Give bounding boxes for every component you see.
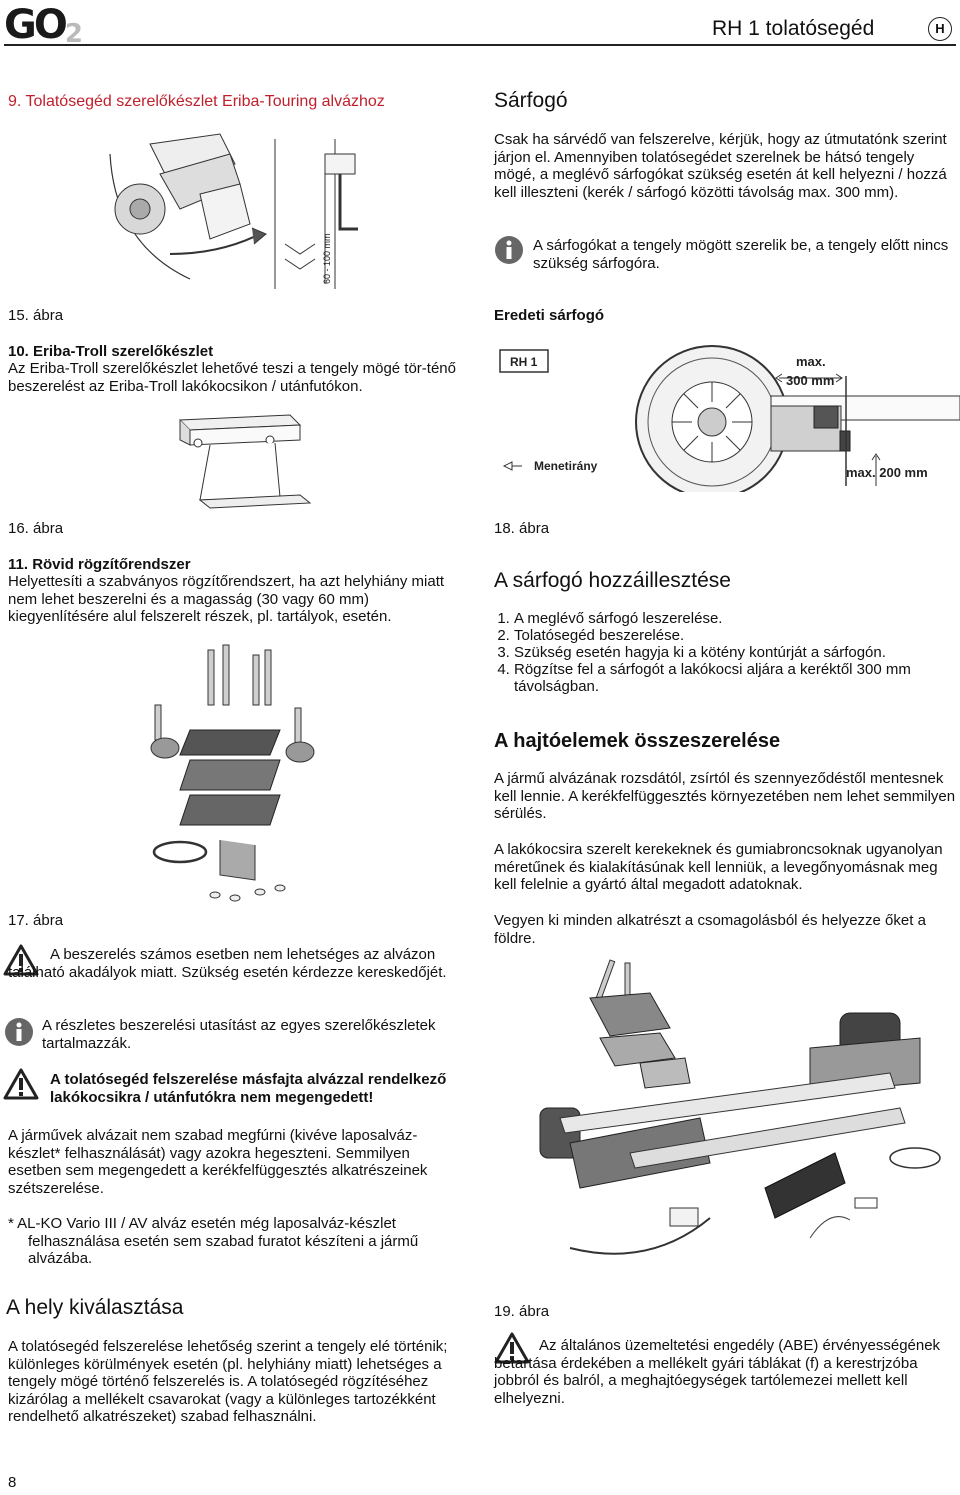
page-title: RH 1 tolatósegéd [712, 17, 875, 40]
warning-triangle-icon [3, 1068, 39, 1100]
section-place-text: A tolatósegéd felszerelése lehetőség szerint a tengely elé történik; különleges körülmények esetén (pl. helyhiány miatt) lehetséges a tengely mögé történő felszerelés is. A tolatósegéd rögzítéséhez kizárólag a mellékelt csavarokat (vagy a különleges tartozékként rendelhető alkatrészeket) szabad felhasználni. [8, 1338, 448, 1425]
header-rule [4, 44, 956, 46]
language-badge: H [928, 17, 952, 41]
figure-16-illustration [170, 405, 320, 515]
mudflap-info-text: A sárfogókat a tengely mögött szerelik be, a tengely előtt nincs szükség sárfogóra. [533, 237, 949, 272]
brand-logo: $GO_2$ [4, 2, 83, 49]
figure-19-caption: 19. ábra [494, 1303, 550, 1320]
info-detailed-instructions-text: A részletes beszerelési utasítást az egyes szerelőkészletek tartalmazzák. [42, 1017, 436, 1052]
info-icon [4, 1017, 34, 1047]
figure-15-dimension-label: 60 - 100 mm [322, 233, 332, 284]
mudflap-title: Sárfogó [494, 89, 568, 112]
figure-18-illustration [496, 336, 960, 492]
section-11-title: 11. Rövid rögzítőrendszer [8, 556, 191, 573]
section-10-text: Az Eriba-Troll szerelőkészlet lehetővé teszi a tengely mögé tör-ténő beszerelést az Eriba-Troll lakókocsikon / utánfutókon. [8, 360, 456, 395]
list-item: 3. Szükség esetén hagyja ki a kötény kontúrját a sárfogón. [514, 644, 960, 661]
warning-abe-text: Az általános üzemeltetési engedély (ABE) érvényességének betartása érdekében a mellékelt gyári táblákat (f) a kerestrjzóba jobbról és balról, a meghajtóegységek tartólemezei mellett kell elhelyezni. [494, 1337, 941, 1407]
figure-18-model-label: RH 1 [510, 355, 538, 369]
drive-paragraph-2: A lakókocsira szerelt kerekeknek és gumiabroncsoknak ugyanolyan méretűnek és kialakításúnak kell lenniük, a levegőnyomásnak meg kell felelnie a gyártó által megadott adatoknak. [494, 841, 943, 893]
figure-18-direction-label: Menetirány [534, 459, 598, 473]
mudflap-text: Csak ha sárvédő van felszerelve, kérjük, hogy az útmutatónk szerint járjon el. Amennyiben tolatósegédet szerelnek be hátsó tengely mögé, a meglévő sárfogókat szükség esetén át kell helyezni / hozzá kell illeszteni (kerék / sárfogó közötti távolság max. 300 mm). [494, 131, 947, 201]
list-item: 4. Rögzítse fel a sárfogót a lakókocsi aljára a keréktől 300 mm távolságban. [514, 661, 960, 695]
figure-17-caption: 17. ábra [8, 912, 64, 929]
figure-15-illustration [100, 124, 370, 294]
drive-paragraph-3: Vegyen ki minden alkatrészt a csomagolásból és helyezze őket a földre. [494, 912, 926, 947]
drive-assembly-title: A hajtóelemek összeszerelése [494, 730, 781, 752]
figure-18-caption: 18. ábra [494, 520, 550, 537]
footnote: * AL-KO Vario III / AV alváz esetén még laposalváz-készlet felhasználása esetén sem szabad furatot készíteni a jármű alvázába. [8, 1215, 419, 1267]
warning-not-possible-text: A beszerelés számos esetben nem lehetséges az alvázon található akadályok miatt. Szükség esetén kérdezze kereskedőjét. [8, 946, 447, 981]
figure-18-max300-line1: max. [796, 354, 826, 369]
figure-16-caption: 16. ábra [8, 520, 64, 537]
section-10-title: 10. Eriba-Troll szerelőkészlet [8, 343, 214, 360]
figure-18-max200-label: max. 200 mm [846, 465, 928, 480]
drive-paragraph-1: A jármű alvázának rozsdától, zsírtól és szennyeződéstől mentesnek kell lennie. A kerékfelfüggesztés környezetében nem lehet semmilyen sérülés. [494, 770, 956, 822]
warning-other-chassis-text: A tolatósegéd felszerelése másfajta alvázzal rendelkező lakókocsikra / utánfutókra nem megengedett! [50, 1071, 447, 1106]
figure-18-max300-line2: 300 mm [786, 373, 835, 388]
figure-17-illustration [140, 640, 340, 905]
original-mudflap-title: Eredeti sárfogó [494, 307, 605, 324]
page-number: 8 [8, 1474, 17, 1491]
figure-19-illustration [510, 958, 960, 1276]
drilling-paragraph: A járművek alvázait nem szabad megfúrni (kivéve laposalváz-készlet* felhasználását) vagy azokra hegeszteni. Semmilyen esetben sem megengedett a kerékfelfüggesztés alkatrészeinek szétszerelése. [8, 1127, 428, 1197]
adjust-steps-list [494, 610, 960, 695]
list-item: 1. A meglévő sárfogó leszerelése. [514, 610, 960, 627]
section-9-title: 9. Tolatósegéd szerelőkészlet Eriba-Touring alvázhoz [8, 93, 385, 110]
section-place-title: A hely kiválasztása [6, 1296, 184, 1319]
figure-15-caption: 15. ábra [8, 307, 64, 324]
adjust-title: A sárfogó hozzáillesztése [494, 569, 731, 592]
section-11-text: Helyettesíti a szabványos rögzítőrendszert, ha azt helyhiány miatt nem lehet beszerelni és a magasság (30 vagy 60 mm) kiegyenlítésére alul felszerelt részek, pl. tartályok, esetén. [8, 573, 445, 625]
list-item: 2. Tolatósegéd beszerelése. [514, 627, 960, 644]
info-icon [494, 235, 524, 265]
